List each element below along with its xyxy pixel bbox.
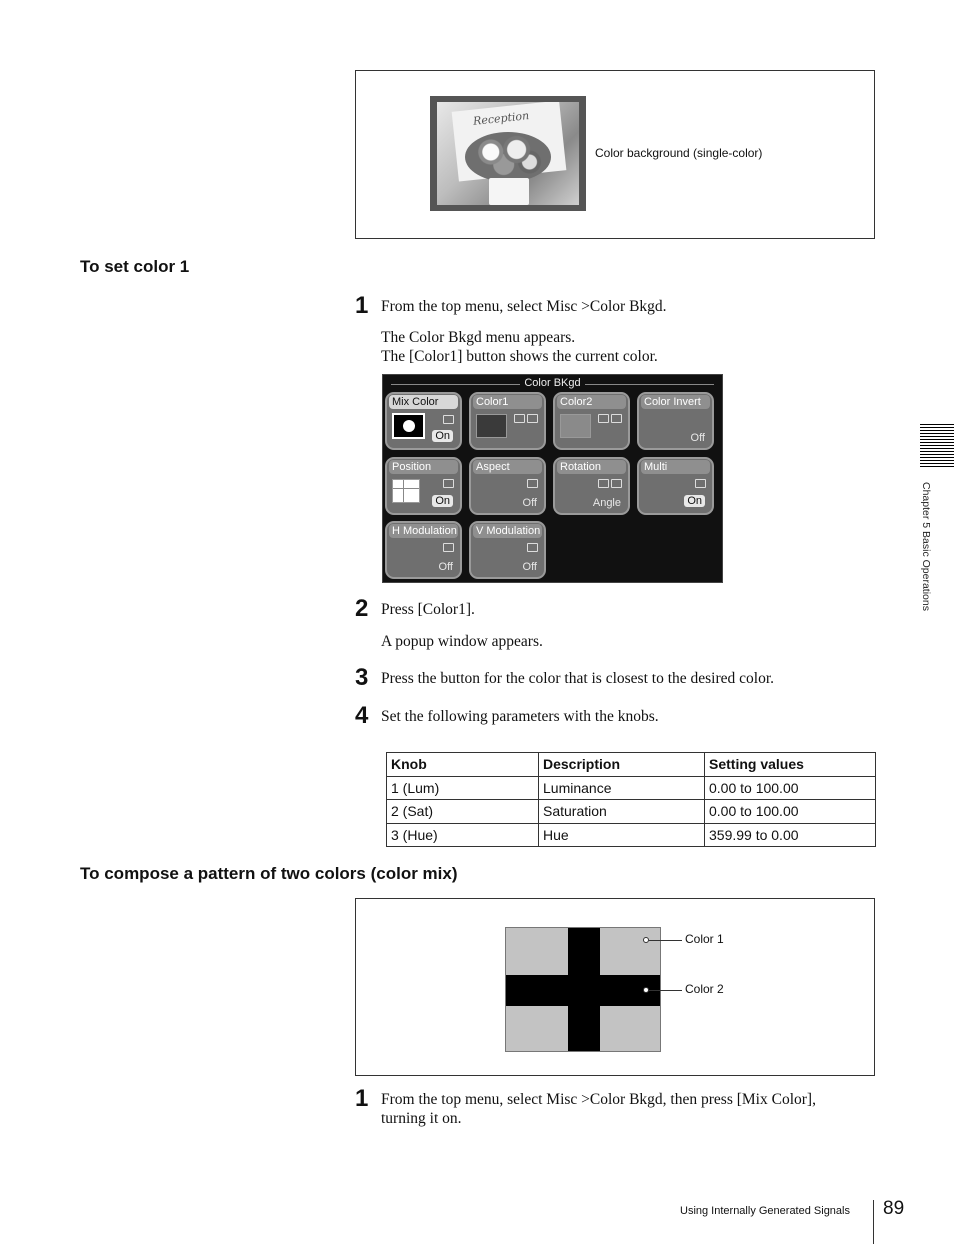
color2-label: Color 2 — [685, 982, 724, 996]
table-cell: Luminance — [539, 776, 705, 800]
button-label: Color2 — [557, 395, 626, 409]
callout-line — [649, 990, 682, 991]
step-number: 3 — [355, 664, 369, 691]
table-row — [387, 800, 876, 824]
button-label: Color1 — [473, 395, 542, 409]
button-label: H Modulation — [389, 524, 458, 538]
button-value: On — [432, 430, 453, 442]
section-heading: To compose a pattern of two colors (color mix) — [80, 864, 458, 883]
button-label: Mix Color — [389, 395, 458, 409]
chapter-tab-marker — [920, 424, 954, 468]
chapter-label: Chapter 5 Basic Operations — [920, 482, 932, 611]
memory-icon — [514, 414, 525, 423]
table-header-row — [387, 753, 876, 777]
memory-icon — [443, 543, 454, 552]
step-number: 1 — [355, 292, 369, 319]
rotation-button[interactable] — [553, 457, 630, 515]
table-row — [387, 776, 876, 800]
column-header: Setting values — [705, 753, 876, 777]
footer-section-title: Using Internally Generated Signals — [680, 1205, 850, 1217]
color-invert-button[interactable] — [637, 392, 714, 450]
color1-label: Color 1 — [685, 932, 724, 946]
page-number: 89 — [883, 1198, 905, 1219]
step-result-text: The [Color1] button shows the current color. — [381, 348, 658, 365]
color-mix-pattern — [505, 927, 661, 1052]
multi-button[interactable] — [637, 457, 714, 515]
step-result-text: A popup window appears. — [381, 633, 543, 650]
h-modulation-button[interactable] — [385, 521, 462, 579]
button-value: Off — [690, 432, 705, 444]
step-result-text: The Color Bkgd menu appears. — [381, 329, 576, 346]
button-label: Rotation — [557, 460, 626, 474]
button-value: Angle — [592, 497, 621, 509]
copy-icon — [611, 414, 622, 423]
memory-icon — [598, 479, 609, 488]
v-modulation-button[interactable] — [469, 521, 546, 579]
button-label: Multi — [641, 460, 710, 474]
figure-caption: Color background (single-color) — [595, 146, 763, 160]
step-text: Set the following parameters with the knobs. — [381, 708, 659, 725]
step-number: 1 — [355, 1085, 369, 1112]
background-photo: Reception — [430, 96, 586, 211]
color-swatch — [476, 414, 507, 438]
button-value: Off — [522, 561, 537, 573]
memory-icon — [443, 415, 454, 424]
button-label: Aspect — [473, 460, 542, 474]
table-row — [387, 823, 876, 847]
step-text: Press [Color1]. — [381, 601, 475, 618]
table-cell: Hue — [539, 823, 705, 847]
button-label: V Modulation — [473, 524, 542, 538]
step-text: From the top menu, select Misc >Color Bkgd, then press [Mix Color], — [381, 1091, 816, 1108]
button-value: Off — [438, 561, 453, 573]
button-value: Off — [522, 497, 537, 509]
button-label: Position — [389, 460, 458, 474]
step-text: turning it on. — [381, 1110, 462, 1127]
memory-icon — [527, 543, 538, 552]
step-text: Press the button for the color that is closest to the desired color. — [381, 670, 775, 687]
step-number: 4 — [355, 702, 369, 729]
aspect-button[interactable] — [469, 457, 546, 515]
memory-icon — [527, 479, 538, 488]
button-value: On — [432, 495, 453, 507]
color1-button[interactable] — [469, 392, 546, 450]
menu-title: Color BKgd — [520, 377, 584, 389]
section-heading: To set color 1 — [80, 257, 190, 276]
table-cell: Saturation — [539, 800, 705, 824]
button-value: On — [684, 495, 705, 507]
footer-divider — [873, 1200, 874, 1244]
callout-line — [649, 940, 682, 941]
button-label: Color Invert — [641, 395, 710, 409]
table-cell: 0.00 to 100.00 — [705, 776, 876, 800]
memory-icon — [598, 414, 609, 423]
column-header: Knob — [387, 753, 539, 777]
column-header: Description — [539, 753, 705, 777]
table-cell: 2 (Sat) — [387, 800, 539, 824]
color2-button[interactable] — [553, 392, 630, 450]
step-text: From the top menu, select Misc >Color Bkgd. — [381, 298, 667, 315]
memory-icon — [443, 479, 454, 488]
table-cell: 359.99 to 0.00 — [705, 823, 876, 847]
memory-icon — [695, 479, 706, 488]
table-cell: 1 (Lum) — [387, 776, 539, 800]
position-button[interactable] — [385, 457, 462, 515]
position-icon — [392, 479, 420, 503]
knob-table — [386, 752, 876, 847]
copy-icon — [611, 479, 622, 488]
table-cell: 0.00 to 100.00 — [705, 800, 876, 824]
chapter-tab — [919, 482, 933, 642]
table-cell: 3 (Hue) — [387, 823, 539, 847]
color-bkgd-menu — [382, 374, 723, 583]
mix-color-button[interactable] — [385, 392, 462, 450]
step-number: 2 — [355, 595, 369, 622]
copy-icon — [527, 414, 538, 423]
color-swatch — [560, 414, 591, 438]
mix-pattern-icon — [392, 413, 425, 439]
